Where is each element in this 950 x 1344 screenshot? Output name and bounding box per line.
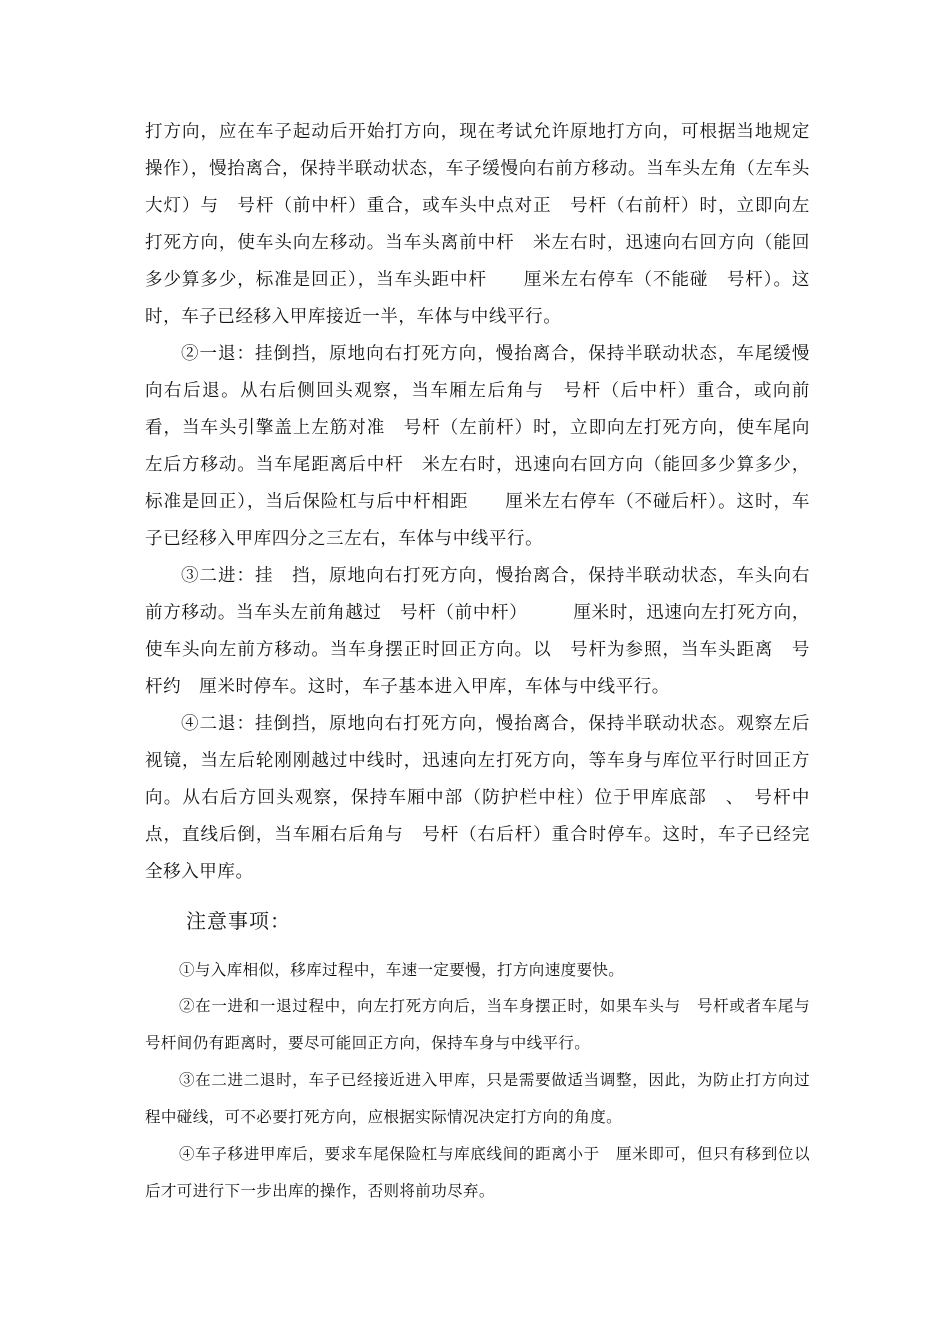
note-item-4: ④车子移进甲库后，要求车尾保险杠与库底线间的距离小于 厘米即可，但只有移到位以后才可进行下一步出库的操作，否则将前功尽弃。 — [145, 1145, 810, 1200]
note-item-2: ②在一进和一退过程中，向左打死方向后，当车身摆正时，如果车头与 号杆或者车尾与 号杆间仍有距离时，要尽可能回正方向，保持车身与中线平行。 — [145, 997, 826, 1052]
paragraph-step-reverse-1: ②一退：挂倒挡，原地向右打死方向，慢抬离合，保持半联动状态，车尾缓慢向右后退。从右后侧回头观察，当车厢左后角与 号杆（后中杆）重合，或向前看，当车头引擎盖上左筋对准 号杆（左前杆）时，立即向左打死方向，使车尾向左后方移动。当车尾距离后中杆 米左右时，迅速向右回方向（能回多少算多少，标准是回正），当后保险杠与后中杆相距 厘米左右停车（不碰后杆）。这时，车子已经移入甲库四分之三左右，车体与中线平行。 — [145, 344, 810, 549]
paragraph-continuation: 打方向，应在车子起动后开始打方向，现在考试允许原地打方向，可根据当地规定操作），慢抬离合，保持半联动状态，车子缓慢向右前方移动。当车头左角（左车头大灯）与 号杆（前中杆）重合，或车头中点对正 号杆（右前杆）时，立即向左打死方向，使车头向左移动。当车头离前中杆 米左右时，迅速向右回方向（能回多少算多少，标准是回正），当车头距中杆 厘米左右停车（不能碰 号杆）。这时，车子已经移入甲库接近一半，车体与中线平行。 — [145, 122, 810, 327]
note-item-3: ③在二进二退时，车子已经接近进入甲库，只是需要做适当调整，因此，为防止打方向过程中碰线，可不必要打死方向，应根据实际情况决定打方向的角度。 — [145, 1071, 810, 1126]
paragraph-step-forward-2: ③二进：挂 挡，原地向右打死方向，慢抬离合，保持半联动状态，车头向右前方移动。当车头左前角越过 号杆（前中杆） 厘米时，迅速向左打死方向，使车头向左前方移动。当车身摆正时回正方向。以 号杆为参照，当车头距离 号杆约 厘米时停车。这时，车子基本进入甲库，车体与中线平行。 — [145, 566, 810, 697]
note-item-1: ①与入库相似，移库过程中，车速一定要慢，打方向速度要快。 — [179, 961, 625, 979]
notes-heading: 注意事项： — [186, 909, 291, 933]
paragraph-step-reverse-2: ④二退：挂倒挡，原地向右打死方向，慢抬离合，保持半联动状态。观察左后视镜，当左后轮刚刚越过中线时，迅速向左打死方向，等车身与库位平行时回正方向。从右后方回头观察，保持车厢中部（防护栏中柱）位于甲库底部 、 号杆中点，直线后倒，当车厢右后角与 号杆（右后杆）重合时停车。这时，车子已经完全移入甲库。 — [145, 714, 810, 882]
